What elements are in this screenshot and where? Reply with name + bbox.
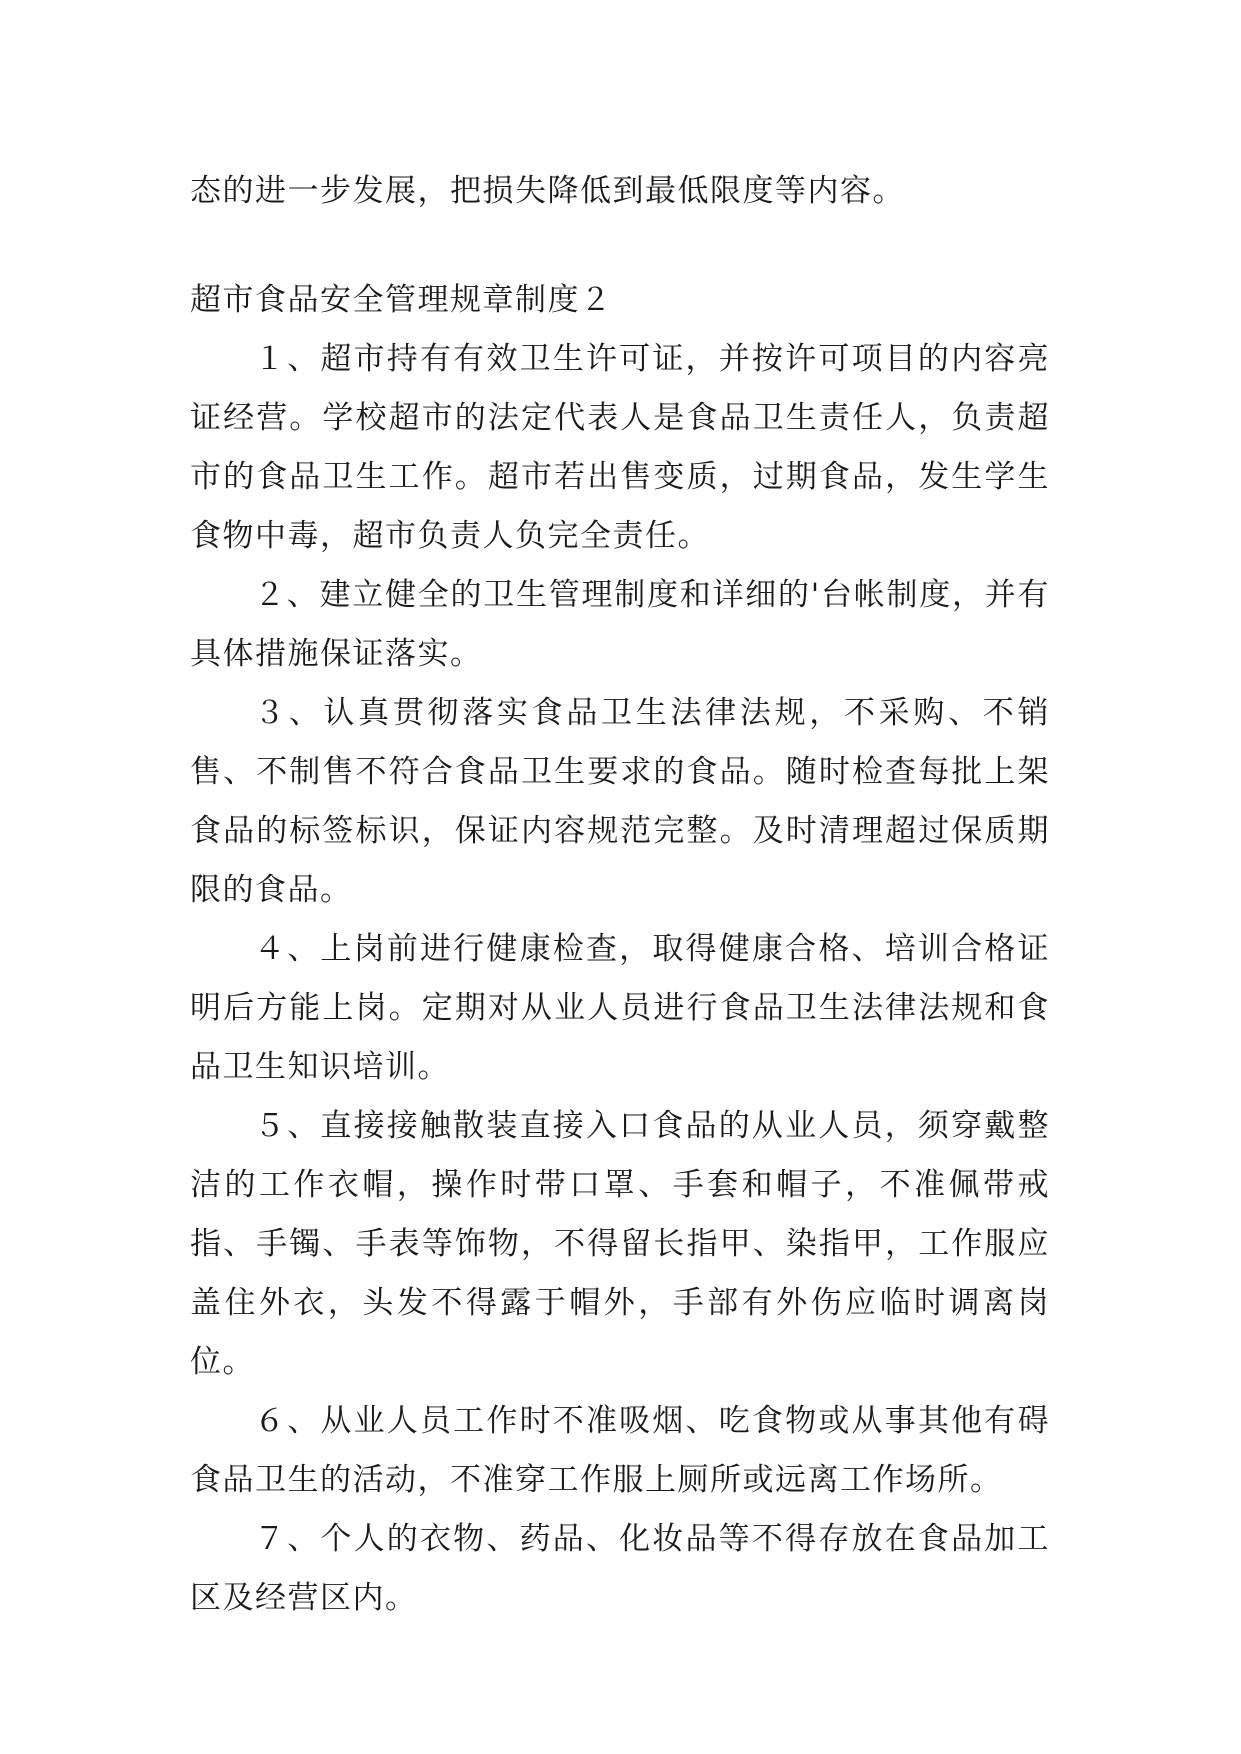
continuation-paragraph: 态的进一步发展，把损失降低到最低限度等内容。 [190,173,905,209]
rule-item-4: ４、上岗前进行健康检查，取得健康合格、培训合格证明后方能上岗。定期对从业人员进行食品卫生法律法规和食品卫生知识培训。 [190,931,1050,1085]
rule-item-3: ３、认真贯彻落实食品卫生法律法规，不采购、不销售、不制售不符合食品卫生要求的食品。随时检查每批上架食品的标签标识，保证内容规范完整。及时清理超过保质期限的食品。 [190,695,1050,908]
rule-item-1: １、超市持有有效卫生许可证，并按许可项目的内容亮证经营。学校超市的法定代表人是食品卫生责任人，负责超市的食品卫生工作。超市若出售变质，过期食品，发生学生食物中毒，超市负责人负完全责任。 [190,341,1050,554]
rule-item-5: ５、直接接触散装直接入口食品的从业人员，须穿戴整洁的工作衣帽，操作时带口罩、手套和帽子，不准佩带戒指、手镯、手表等饰物，不得留长指甲、染指甲，工作服应盖住外衣，头发不得露于帽外，手部有外伤应临时调离岗位。 [190,1108,1050,1380]
section-title: 超市食品安全管理规章制度２ [190,282,613,318]
rule-item-2: ２、建立健全的卫生管理制度和详细的'台帐制度，并有具体措施保证落实。 [190,577,1050,672]
document-body [190,162,1050,1628]
rule-item-7: ７、个人的衣物、药品、化妆品等不得存放在食品加工区及经营区内。 [190,1521,1050,1616]
rule-item-6: ６、从业人员工作时不准吸烟、吃食物或从事其他有碍食品卫生的活动，不准穿工作服上厕所或远离工作场所。 [190,1403,1050,1498]
